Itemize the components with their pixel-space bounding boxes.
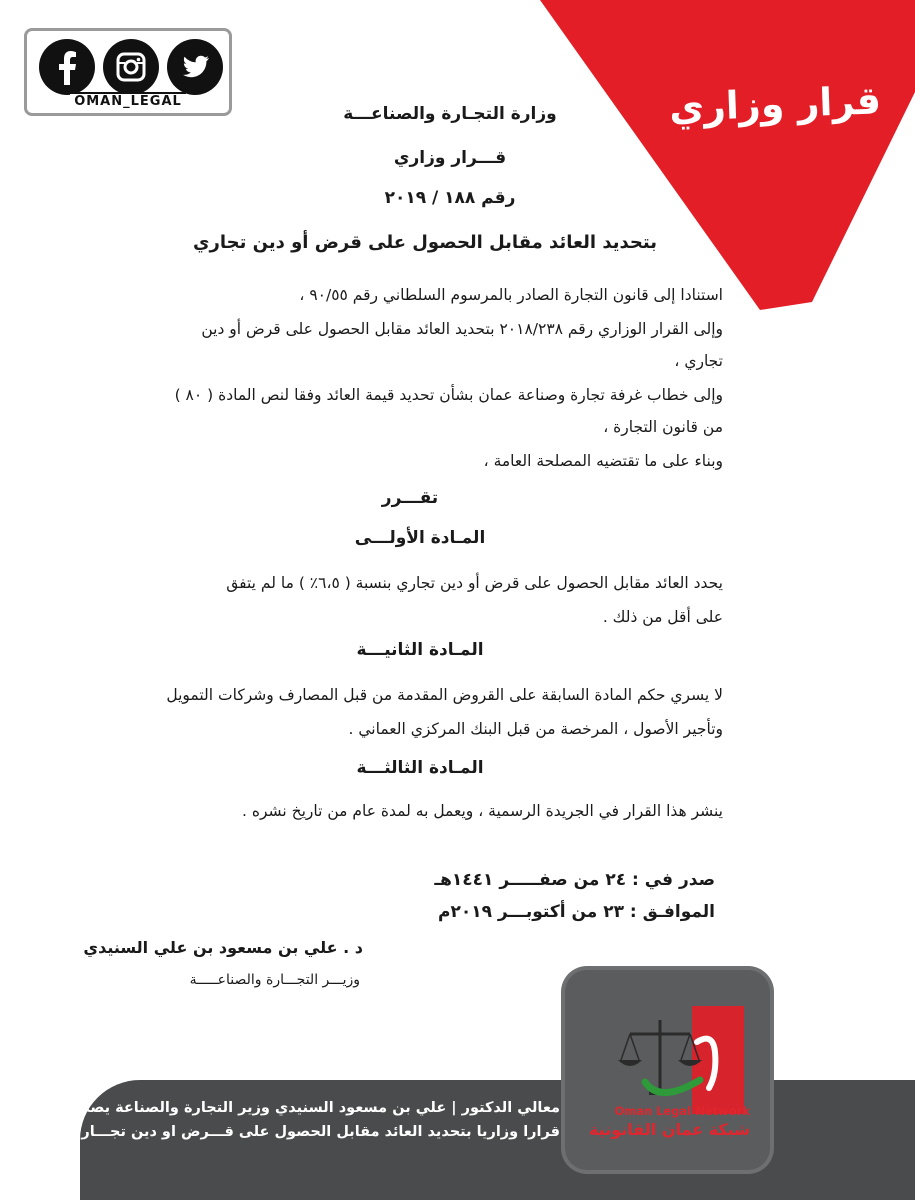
- preamble-line: تجاري ،: [674, 352, 723, 370]
- decision-badge-label: قرار وزاري: [668, 78, 882, 130]
- article-3-title: المـادة الثالثـــة: [356, 758, 484, 778]
- logo-english-name: Oman Legal Network: [614, 1104, 750, 1118]
- twitter-icon[interactable]: [167, 39, 223, 95]
- article-3-line: ينشر هذا القرار في الجريدة الرسمية ، ويعمل به لمدة عام من تاريخ نشره .: [242, 802, 723, 820]
- bottom-banner: [80, 1080, 915, 1200]
- article-1-line: يحدد العائد مقابل الحصول على قرض أو دين تجاري بنسبة ( ٦،٥٪ ) ما لم يتفق: [226, 574, 723, 592]
- decides-heading: تقـــرر: [381, 488, 439, 508]
- preamble-line: وإلى القرار الوزاري رقم ٢٠١٨/٢٣٨ بتحديد العائد مقابل الحصول على قرض أو دين: [201, 320, 723, 338]
- issued-date: صدر في : ٢٤ من صفـــــر ١٤٤١هـ: [434, 870, 715, 890]
- banner-line-2: قرارا وزاريا بتحديد العائد مقابل الحصول على قـــرض او دين تجـــاري .: [57, 1124, 560, 1140]
- corresponding-date: الموافـق : ٢٣ من أكتوبـــر ٢٠١٩م: [437, 902, 715, 922]
- ministry-name: وزارة التجـارة والصناعـــة: [343, 104, 557, 124]
- preamble-line: وإلى خطاب غرفة تجارة وصناعة عمان بشأن تحديد قيمة العائد وفقا لنص المادة ( ٨٠ ): [174, 386, 723, 404]
- article-1-line: على أقل من ذلك .: [602, 608, 723, 626]
- logo-arabic-name: شبكة عمان القانونية: [588, 1120, 750, 1139]
- signatory-name: د . علي بن مسعود بن علي السنيدي: [83, 938, 363, 957]
- article-2-line: وتأجير الأصول ، المرخصة من قبل البنك المركزي العماني .: [348, 720, 723, 738]
- article-2-title: المـادة الثانيـــة: [356, 640, 484, 660]
- article-1-title: المـادة الأولـــى: [354, 528, 486, 548]
- social-handle: OMAN_LEGAL: [27, 94, 229, 109]
- preamble-line: وبناء على ما تقتضيه المصلحة العامة ،: [483, 452, 723, 470]
- decision-heading: قـــرار وزاري: [393, 148, 507, 168]
- social-media-box: [24, 28, 232, 116]
- preamble-line: استنادا إلى قانون التجارة الصادر بالمرسوم السلطاني رقم ٩٠/٥٥ ،: [299, 286, 723, 304]
- banner-line-1: معالي الدكتور | علي بن مسعود السنيدي وزير التجارة والصناعة يصدر: [73, 1100, 560, 1116]
- decision-number: رقم ١٨٨ / ٢٠١٩: [384, 188, 516, 208]
- scales-of-justice-icon: [605, 1012, 765, 1107]
- article-2-line: لا يسري حكم المادة السابقة على القروض المقدمة من قبل المصارف وشركات التمويل: [166, 686, 723, 704]
- preamble-line: من قانون التجارة ،: [603, 418, 723, 436]
- facebook-icon[interactable]: [39, 39, 95, 95]
- signatory-title: وزيـــر التجـــارة والصناعـــــة: [189, 972, 360, 988]
- decision-subject: بتحديد العائد مقابل الحصول على قرض أو دين تجاري: [193, 232, 657, 253]
- instagram-icon[interactable]: [103, 39, 159, 95]
